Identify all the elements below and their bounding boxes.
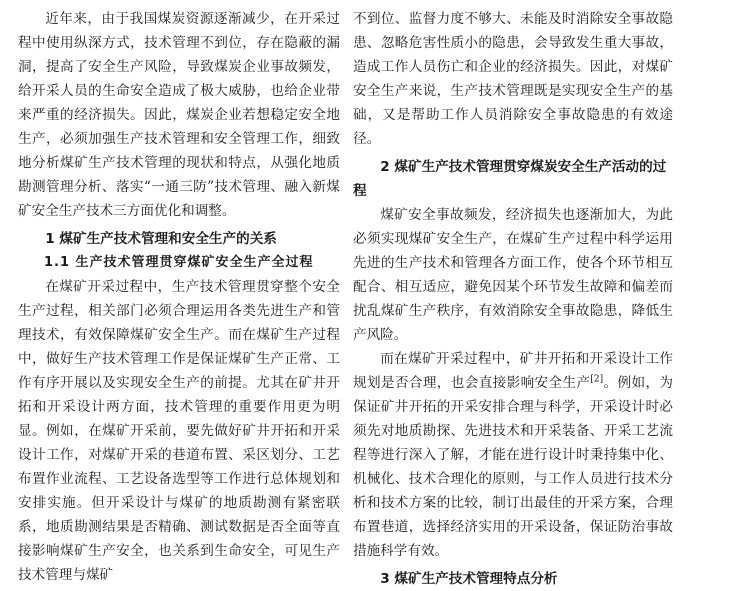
section-3-heading: 3 煤矿生产技术管理特点分析 <box>380 571 558 587</box>
paragraph-mining-design-text-b: 。例如，为保证矿井开拓的开采安排合理与科学，开采设计时必须先对地质勘探、先进技术和开采装备、开采工艺流程等进行深入了解，才能在进行设计时秉持集中化、机械化、技术合理化的原则，与工作人员进行技术分析和技术方案的比较，制订出最佳的开采方案，合理布置巷道，选择经济实用的开采设备，保证防治事故措施科学有效。 <box>353 375 674 559</box>
citation-ref[interactable]: [2] <box>590 374 604 385</box>
paragraph-safety-accidents: 煤矿安全事故频发，经济损失也逐渐加大，为此必须实现煤矿安全生产，在煤矿生产过程中科学运用先进的生产技术和管理各方面工作，使各个环节相互配合、相互适应，避免因某个环节发生故障和偏差而扰乱煤矿生产秩序，有效消除安全事故隐患，降低生产风险。 <box>353 207 673 343</box>
section-2-heading: 2 煤矿生产技术管理贯穿煤炭安全生产活动的过程 <box>353 159 667 199</box>
left-column <box>18 0 340 587</box>
paragraph-mining-design-text-a: 而在煤矿开采过程中，矿井开拓和开采设计工作规划是否合理，也会直接影响安全生产 <box>353 351 673 391</box>
paragraph-production-management: 在煤矿开采过程中，生产技术管理贯穿整个安全生产过程，相关部门必须合理运用各类先进生产和管理技术，有效保障煤矿安全生产。而在煤矿生产过程中，做好生产技术管理工作是保证煤矿生产正常、工作有序开展以及实现安全生产的前提。尤其在矿井开拓和开采设计两方面，技术管理的重要作用更为明显。例如，在煤矿开采前，要先做好矿井开拓和开采设计工作，对煤矿开采的巷道布置、采区划分、工艺布置作业流程、工艺设备选型等工作进行总体规划和安排实施。但开采设计与煤矿的地质勘测有紧密联系，地质勘测结果是否精确、测试数据是否全面等直接影响煤矿生产安全，也关系到生命安全，可见生产技术管理与煤矿 <box>18 279 340 583</box>
section-1-heading: 1 煤矿生产技术管理和安全生产的关系 <box>45 231 277 247</box>
intro-paragraph: 近年来，由于我国煤炭资源逐渐减少，在开采过程中使用纵深方式，技术管理不到位，存在隐蔽的漏洞，提高了安全生产风险，导致煤炭企业事故频发，给开采人员的生命安全造成了极大威胁，也给企业带来严重的经济损失。因此，煤炭企业若想稳定安全地生产，必须加强生产技术管理和安全管理工作，细致地分析煤矿生产技术管理的现状和特点，从强化地质勘测管理分析、落实“一通三防”技术管理、融入新煤矿安全生产技术三方面优化和调整。 <box>18 11 340 219</box>
continued-paragraph: 不到位、监督力度不够大、未能及时消除安全事故隐患、忽略危害性质小的隐患，会导致发生重大事故，造成工作人员伤亡和企业的经济损失。因此，对煤矿安全生产来说，生产技术管理既是实现安全生产的基础，又是帮助工作人员消除安全事故隐患的有效途径。 <box>353 11 673 147</box>
paragraph-mining-design <box>353 347 673 563</box>
right-column <box>353 0 673 591</box>
subsection-1-1-heading: 1.1 生产技术管理贯穿煤矿安全生产全过程 <box>44 255 314 270</box>
